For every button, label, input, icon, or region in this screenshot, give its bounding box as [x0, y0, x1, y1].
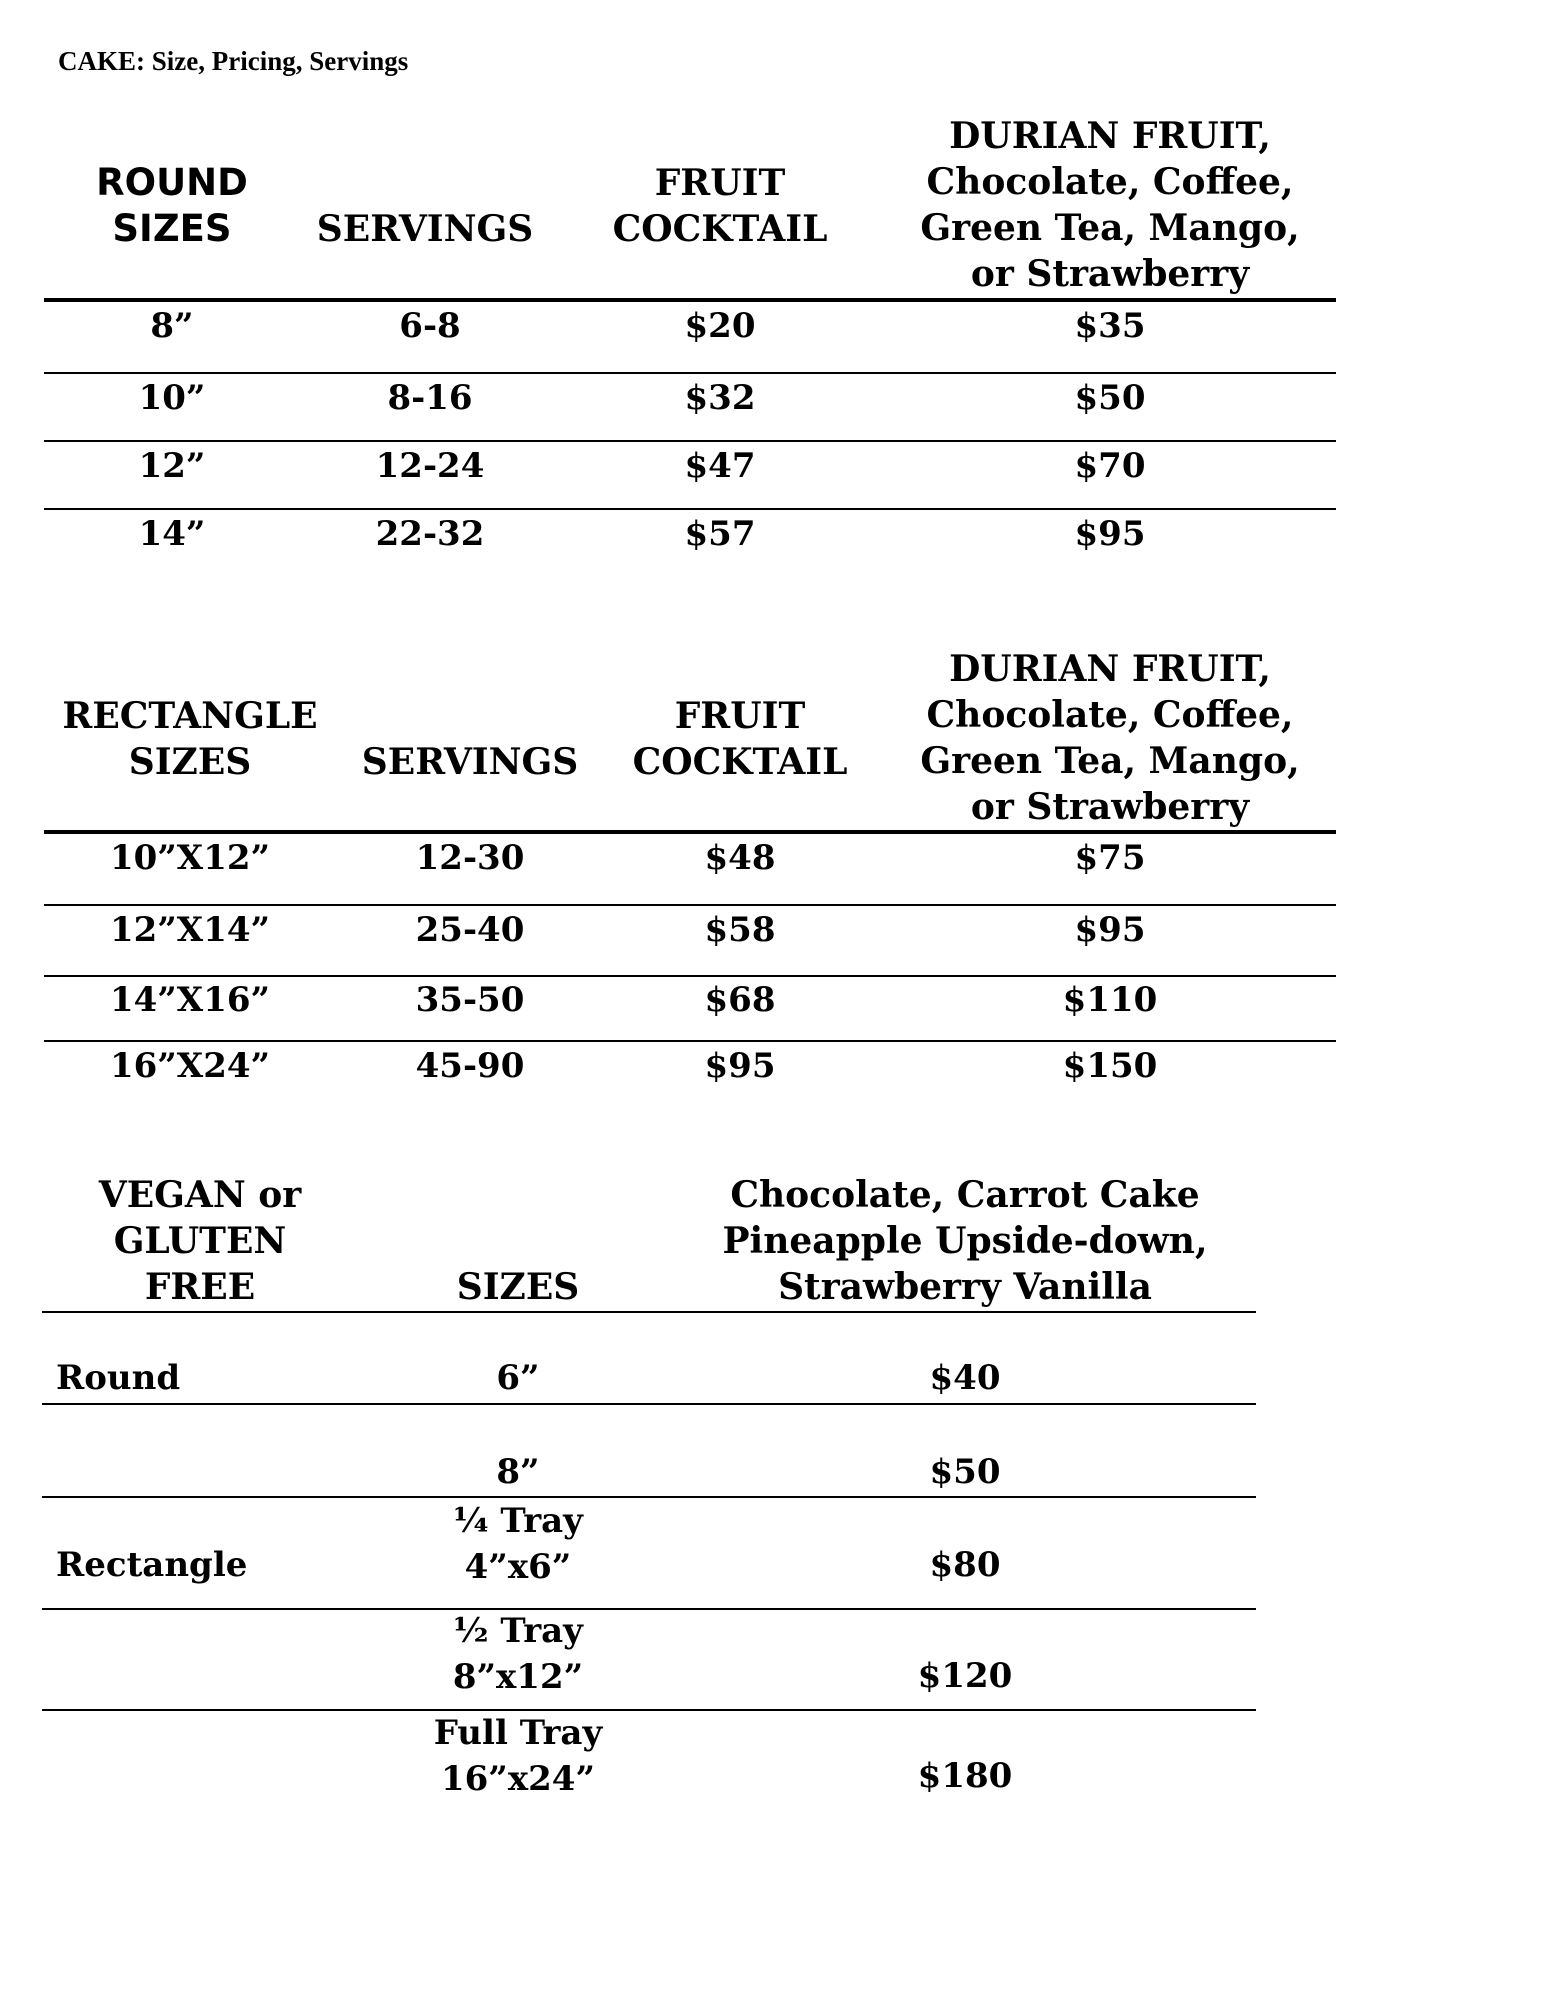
size-cell: Full Tray 16”x24” [433, 1713, 603, 1799]
size-cell: 14”X16” [109, 980, 271, 1020]
row-divider [44, 904, 1336, 906]
servings-cell: 22-32 [375, 514, 485, 554]
row-divider [42, 1496, 1256, 1498]
size-cell: 10”X12” [109, 838, 271, 878]
size-cell: 14” [138, 514, 206, 554]
vegan-sizes-header: SIZES [456, 1266, 580, 1308]
size-cell: ½ Tray 8”x12” [452, 1611, 584, 1697]
premium-price-cell: $75 [1074, 838, 1146, 878]
row-divider [42, 1709, 1256, 1711]
price-cell: $120 [917, 1656, 1013, 1696]
vegan-type-header: VEGAN or GLUTEN FREE [98, 1174, 302, 1308]
premium-price-cell: $110 [1062, 980, 1158, 1020]
row-divider [44, 1040, 1336, 1042]
price-cell: $180 [917, 1756, 1013, 1796]
size-cell: 12” [138, 446, 206, 486]
size-cell: ¼ Tray 4”x6” [453, 1501, 583, 1587]
rectangle-fruit-header: FRUIT COCKTAIL [632, 695, 848, 783]
row-divider [42, 1403, 1256, 1405]
header-divider [44, 298, 1336, 302]
row-divider [44, 372, 1336, 374]
servings-cell: 6-8 [399, 306, 461, 346]
row-divider [42, 1608, 1256, 1610]
fruit-price-cell: $48 [704, 838, 776, 878]
premium-price-cell: $95 [1074, 514, 1146, 554]
premium-price-cell: $95 [1074, 910, 1146, 950]
fruit-price-cell: $68 [704, 980, 776, 1020]
header-divider [42, 1311, 1256, 1313]
vegan-flavors-header: Chocolate, Carrot Cake Pineapple Upside-down, Strawberry Vanilla [722, 1174, 1208, 1308]
premium-price-cell: $70 [1074, 446, 1146, 486]
type-cell: Rectangle [56, 1545, 248, 1585]
price-cell: $40 [929, 1358, 1001, 1398]
servings-cell: 12-30 [415, 838, 525, 878]
servings-cell: 25-40 [415, 910, 525, 950]
type-cell: Round [56, 1358, 181, 1398]
fruit-price-cell: $32 [684, 378, 756, 418]
size-cell: 12”X14” [109, 910, 271, 950]
servings-cell: 8-16 [387, 378, 473, 418]
fruit-price-cell: $57 [684, 514, 756, 554]
row-divider [44, 975, 1336, 977]
servings-cell: 12-24 [375, 446, 485, 486]
servings-cell: 35-50 [415, 980, 525, 1020]
rectangle-size-header: RECTANGLE SIZES [62, 695, 318, 783]
round-fruit-header: FRUIT COCKTAIL [612, 162, 828, 250]
fruit-price-cell: $20 [684, 306, 756, 346]
row-divider [44, 440, 1336, 442]
size-cell: 10” [138, 378, 206, 418]
row-divider [44, 508, 1336, 510]
premium-price-cell: $35 [1074, 306, 1146, 346]
size-cell: 16”X24” [109, 1046, 271, 1086]
rectangle-servings-header: SERVINGS [361, 741, 579, 783]
round-premium-header: DURIAN FRUIT, Chocolate, Coffee, Green Tea, Mango, or Strawberry [920, 115, 1300, 295]
fruit-price-cell: $58 [704, 910, 776, 950]
premium-price-cell: $150 [1062, 1046, 1158, 1086]
premium-price-cell: $50 [1074, 378, 1146, 418]
document-title: CAKE: Size, Pricing, Servings [58, 46, 409, 76]
round-servings-header: SERVINGS [316, 208, 534, 250]
fruit-price-cell: $47 [684, 446, 756, 486]
rectangle-premium-header: DURIAN FRUIT, Chocolate, Coffee, Green Tea, Mango, or Strawberry [920, 648, 1300, 828]
price-cell: $80 [929, 1545, 1001, 1585]
price-cell: $50 [929, 1452, 1001, 1492]
size-cell: 8” [496, 1452, 540, 1492]
size-cell: 8” [150, 306, 194, 346]
round-size-header: ROUND SIZES [96, 161, 248, 250]
fruit-price-cell: $95 [704, 1046, 776, 1086]
header-divider [44, 830, 1336, 834]
size-cell: 6” [496, 1358, 540, 1398]
servings-cell: 45-90 [415, 1046, 525, 1086]
